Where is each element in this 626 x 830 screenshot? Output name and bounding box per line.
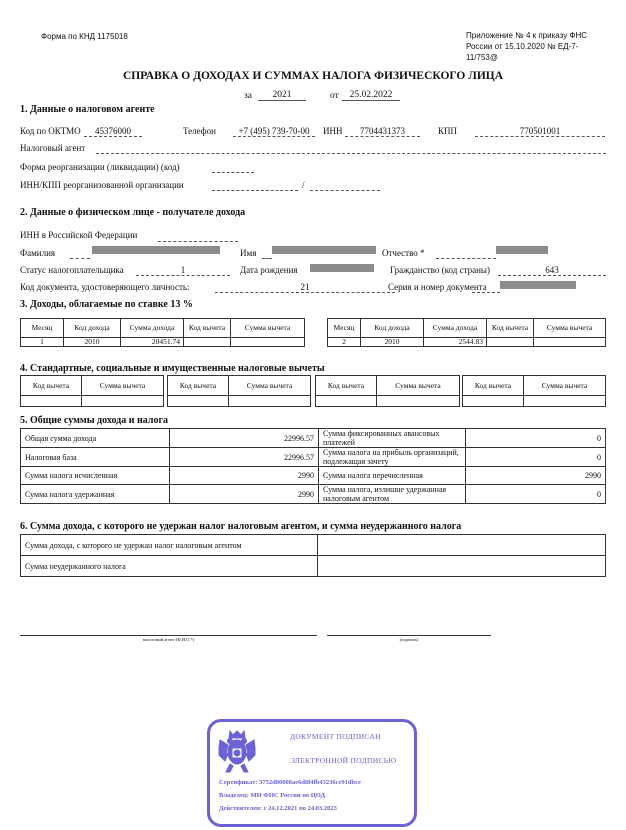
patronymic-field (436, 248, 496, 259)
patronymic-label: Отчество * (382, 248, 425, 258)
reorg-form-label: Форма реорганизации (ликвидации) (код) (20, 162, 180, 172)
reorg-kpp-field (310, 180, 380, 191)
col-deduction-code: Код вычета (184, 319, 231, 338)
tax-overwithheld-value: 0 (466, 485, 606, 504)
table-row (21, 448, 606, 467)
table-row (21, 396, 164, 407)
unwithheld-income-label: Сумма дохода, с которого не удержан налог налоговым агентом (21, 535, 318, 556)
stamp-line1: ДОКУМЕНТ ПОДПИСАН (290, 732, 381, 741)
tax-withheld-label: Сумма налога удержанная (21, 485, 170, 504)
income-table-right (327, 318, 606, 347)
fixed-advance-value: 0 (466, 429, 606, 448)
birth-label: Дата рождения (240, 265, 298, 275)
section6-title: 6. Сумма дохода, с которого не удержан налог налоговым агентом, и сумма неудержанного налога (20, 521, 462, 532)
phone-label: Телефон (183, 126, 216, 136)
income-table-left (20, 318, 305, 347)
col-income-sum: Сумма дохода (424, 319, 487, 338)
agent-signature-line (20, 635, 317, 636)
surname-redacted (92, 246, 220, 254)
inn-rf-field (158, 231, 238, 242)
stamp-owner: Владелец: МИ ФНС России по ЦОД (219, 792, 325, 799)
phone-value: +7 (495) 739-70-00 (233, 126, 315, 137)
cell-empty (377, 396, 460, 407)
agent-name-field (96, 143, 606, 154)
inn-rf-label: ИНН в Российской Федерации (20, 230, 138, 240)
slash: / (302, 180, 305, 190)
tax-overwithheld-label: Сумма налога, излишне удержанная налоговым агентом (319, 485, 466, 504)
appendix-line: 11/753@ (466, 53, 498, 62)
kpp-value: 770501001 (475, 126, 605, 137)
oktmo-value: 45376000 (84, 126, 142, 137)
profit-tax-label: Сумма налога на прибыль организаций, подлежащая зачету (319, 448, 466, 467)
surname-field (70, 248, 90, 259)
surname-label: Фамилия (20, 248, 56, 258)
section1-title: 1. Данные о налоговом агенте (20, 104, 155, 115)
section4-title: 4. Стандартные, социальные и имущественные налоговые вычеты (20, 363, 325, 374)
col-deduction-code: Код вычета (21, 376, 82, 396)
tax-transferred-label: Сумма налога перечисленная (319, 467, 466, 485)
total-income-value: 22996.57 (170, 429, 319, 448)
col-deduction-sum: Сумма вычета (231, 319, 305, 338)
birth-redacted (310, 264, 374, 272)
table-row (21, 485, 606, 504)
total-income-label: Общая сумма дохода (21, 429, 170, 448)
col-deduction-code: Код вычета (168, 376, 229, 396)
table-row (463, 396, 606, 407)
cell-income-code: 2010 (361, 338, 424, 347)
table-row (21, 467, 606, 485)
table-row (328, 338, 606, 347)
status-value: 1 (136, 265, 230, 276)
col-income-code: Код дохода (361, 319, 424, 338)
tax-calculated-value: 2990 (170, 467, 319, 485)
deduction-table-1 (20, 375, 164, 407)
table-row (21, 338, 305, 347)
doc-series-label: Серия и номер документа (388, 282, 487, 292)
doc-series-redacted (500, 281, 576, 289)
section5-title: 5. Общие суммы дохода и налога (20, 415, 168, 426)
cell-income-sum: 20451.74 (121, 338, 184, 347)
cell-empty (82, 396, 164, 407)
stamp-line2: ЭЛЕКТРОННОЙ ПОДПИСЬЮ (290, 756, 397, 765)
col-deduction-sum: Сумма вычета (229, 376, 311, 396)
oktmo-label: Код по ОКТМО (20, 126, 81, 136)
col-deduction-code: Код вычета (463, 376, 524, 396)
name-label: Имя (240, 248, 257, 258)
reorg-innkpp-label: ИНН/КПП реорганизованной организации (20, 180, 184, 190)
year-label: за (244, 91, 252, 101)
patronymic-redacted (496, 246, 548, 254)
agent-inn-label: ИНН (323, 126, 343, 136)
section3-title: 3. Доходы, облагаемые по ставке 13 % (20, 299, 193, 310)
col-deduction-code: Код вычета (316, 376, 377, 396)
table-row (21, 556, 606, 577)
tax-base-value: 22996.57 (170, 448, 319, 467)
table-row (316, 396, 460, 407)
stamp-valid: Действителен: с 24.12.2021 по 24.03.2023 (219, 805, 337, 812)
cell-deduction-code (487, 338, 534, 347)
kpp-label: КПП (438, 126, 458, 136)
status-label: Статус налогоплательщика (20, 265, 124, 275)
table-row (21, 535, 606, 556)
cell-empty (463, 396, 524, 407)
col-deduction-sum: Сумма вычета (524, 376, 606, 396)
tax-calculated-label: Сумма налога исчисленная (21, 467, 170, 485)
unwithheld-tax-label: Сумма неудержанного налога (21, 556, 318, 577)
deduction-table-3 (315, 375, 460, 407)
doc-series-field (472, 282, 500, 293)
cell-empty (524, 396, 606, 407)
col-income-code: Код дохода (64, 319, 121, 338)
date-label: от (330, 91, 339, 101)
signature-line (327, 635, 491, 636)
sign-caption: (подпись) (399, 637, 419, 642)
tax-transferred-value: 2990 (466, 467, 606, 485)
cell-deduction-sum (534, 338, 606, 347)
cell-income-code: 2010 (64, 338, 121, 347)
coat-of-arms-icon (216, 728, 258, 774)
tax-base-label: Налоговая база (21, 448, 170, 467)
agent-inn-value: 7704431373 (345, 126, 420, 137)
deduction-table-4 (462, 375, 606, 407)
cell-empty (229, 396, 311, 407)
fixed-advance-label: Сумма фиксированных авансовых платежей (319, 429, 466, 448)
unwithheld-income-value (318, 535, 606, 556)
appendix-line: России от 15.10.2020 № ЕД-7- (466, 42, 579, 51)
col-month: Месяц (21, 319, 64, 338)
cell-month: 1 (21, 338, 64, 347)
unwithheld-table (20, 534, 606, 577)
section2-title: 2. Данные о физическом лице - получателе дохода (20, 207, 246, 218)
col-month: Месяц (328, 319, 361, 338)
col-deduction-sum: Сумма вычета (534, 319, 606, 338)
appendix-line: Приложение № 4 к приказу ФНС (466, 31, 588, 40)
cell-income-sum: 2544.83 (424, 338, 487, 347)
profit-tax-value: 0 (466, 448, 606, 467)
citizenship-label: Гражданство (код страны) (390, 265, 490, 275)
doc-code-value: 21 (215, 282, 395, 293)
doc-code-label: Код документа, удостоверяющего личность: (20, 282, 190, 292)
deduction-table-2 (167, 375, 311, 407)
totals-table (20, 428, 606, 504)
citizenship-value: 643 (498, 265, 606, 276)
form-code: Форма по КНД 1175018 (41, 32, 128, 41)
col-income-sum: Сумма дохода (121, 319, 184, 338)
report-date: 25.02.2022 (342, 90, 400, 101)
cell-deduction-code (184, 338, 231, 347)
cell-empty (168, 396, 229, 407)
page-title: СПРАВКА О ДОХОДАХ И СУММАХ НАЛОГА ФИЗИЧЕСКОГО ЛИЦА (122, 70, 504, 82)
cell-empty (21, 396, 82, 407)
name-redacted (272, 246, 376, 254)
agent-caption: налоговый агент (Ф.И.О.*) (142, 637, 195, 642)
cell-empty (316, 396, 377, 407)
table-row (168, 396, 311, 407)
cell-month: 2 (328, 338, 361, 347)
appendix-note (466, 30, 587, 63)
col-deduction-sum: Сумма вычета (377, 376, 460, 396)
unwithheld-tax-value (318, 556, 606, 577)
cell-deduction-sum (231, 338, 305, 347)
reorg-form-field (212, 162, 254, 173)
tax-withheld-value: 2990 (170, 485, 319, 504)
report-year: 2021 (258, 90, 306, 101)
name-field (262, 248, 272, 259)
reorg-inn-field (212, 180, 298, 191)
col-deduction-sum: Сумма вычета (82, 376, 164, 396)
table-row (21, 429, 606, 448)
agent-label: Налоговый агент (20, 143, 86, 153)
col-deduction-code: Код вычета (487, 319, 534, 338)
e-signature-stamp (207, 719, 417, 827)
stamp-cert: Сертификат: 3752d80008ae6d8f4fb43236ce91dbce (219, 779, 361, 786)
